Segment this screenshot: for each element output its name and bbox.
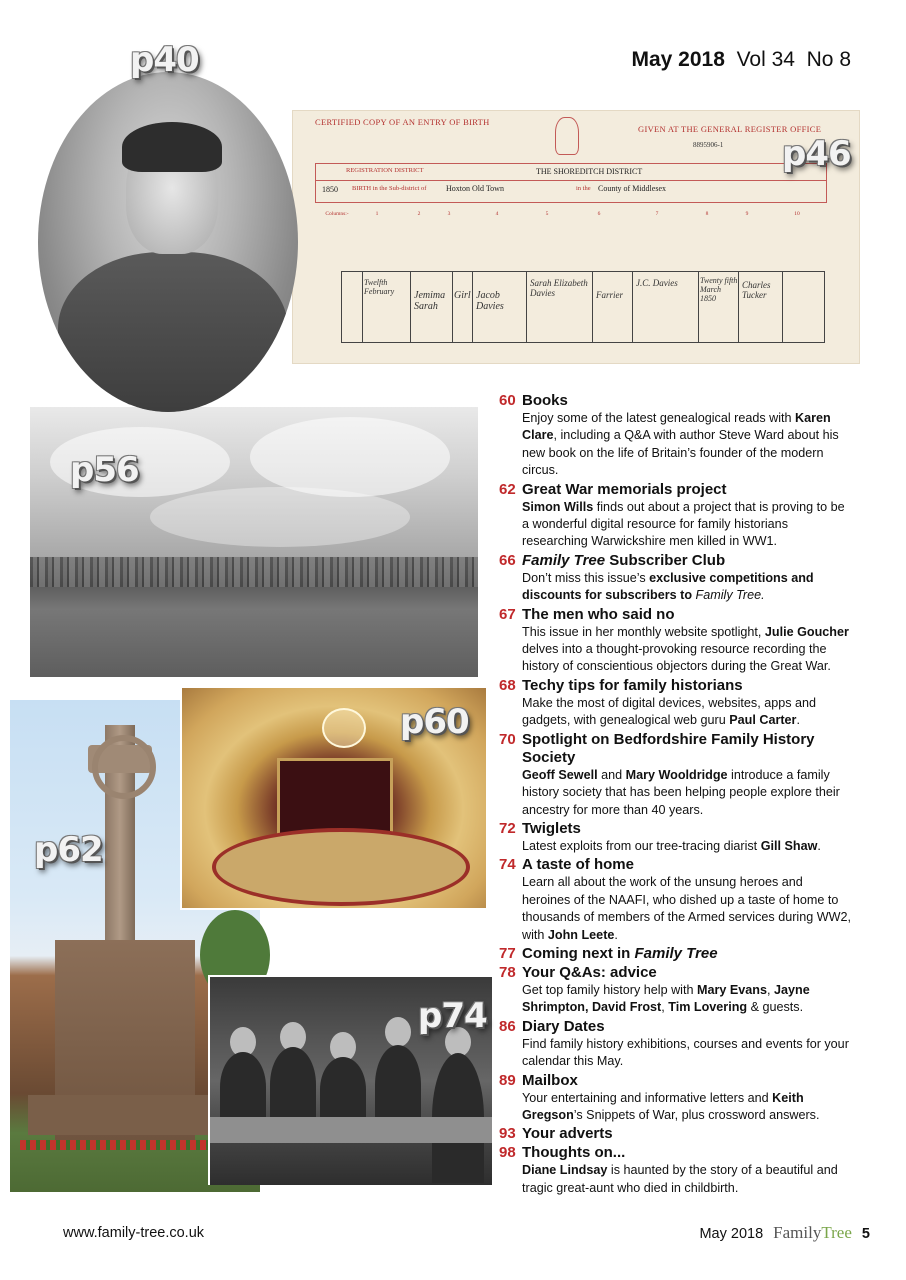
registration-district: THE SHOREDITCH DISTRICT: [536, 167, 643, 176]
contents-page-number: 86: [499, 1017, 516, 1035]
contents-entry-description: Get top family history help with Mary Evans, Jayne Shrimpton, David Frost, Tim Lovering & guests.: [522, 982, 810, 1015]
page-label-p40: p40: [130, 40, 199, 80]
contents-page-number: 93: [499, 1125, 516, 1143]
county: County of Middlesex: [598, 184, 666, 193]
birth-certificate-image: [292, 110, 860, 364]
contents-page-number: 68: [499, 676, 516, 694]
seaport-photo-image: [30, 407, 478, 677]
contents-entry-title: Your adverts: [522, 1125, 613, 1143]
contents-entry-description: Make the most of digital devices, websites, apps and gadgets, with genealogical web guru Paul Carter.: [522, 695, 817, 728]
family-tree-logo: FamilyTree: [773, 1223, 852, 1242]
contents-page-number: 70: [499, 730, 516, 748]
footer-month: May 2018: [699, 1226, 764, 1242]
contents-entry: [499, 677, 851, 730]
contents-entry-heading: [499, 1018, 851, 1036]
contents-entry-title: Thoughts on...: [522, 1144, 626, 1162]
issue-month: May 2018: [631, 48, 725, 71]
certificate-application-number: 8895906-1: [693, 141, 724, 149]
contents-entry-heading: [499, 677, 851, 695]
contents-entry: [499, 1144, 851, 1197]
contents-page-number: 67: [499, 605, 516, 623]
birth-subdistrict-label: BIRTH in the Sub-district of: [352, 185, 427, 192]
page-label-p56: p56: [70, 450, 139, 490]
contents-entry-title: Techy tips for family historians: [522, 676, 743, 694]
contents-entry-description: Latest exploits from our tree-tracing diarist Gill Shaw.: [522, 838, 821, 853]
contents-entry: [499, 820, 851, 855]
contents-entry-heading: [499, 392, 851, 410]
contents-page-number: 66: [499, 551, 516, 569]
contents-entry: [499, 1018, 851, 1071]
issue-volume: Vol 34: [736, 48, 795, 71]
royal-seal-icon: [555, 117, 579, 155]
contents-entry: [499, 606, 851, 676]
contents-entry-heading: [499, 964, 851, 982]
contents-entry-description: Enjoy some of the latest genealogical reads with Karen Clare, including a Q&A with author Steve Ward about his new book on the life of Britain’s founder of the modern circus.: [522, 411, 839, 478]
contents-entry-description: Simon Wills finds out about a project that is proving to be a wonderful digital resource for family historians researching Warwickshire men killed in WW1.: [522, 499, 845, 549]
certificate-given-at: GIVEN AT THE GENERAL REGISTER OFFICE: [638, 124, 822, 134]
contents-page-number: 77: [499, 944, 516, 962]
contents-entry-description: Find family history exhibitions, courses and events for your calendar this May.: [522, 1036, 849, 1069]
contents-entry-title: Twiglets: [522, 819, 581, 837]
contents-entry-description: Don’t miss this issue’s exclusive competitions and discounts for subscribers to Family Tree.: [522, 570, 814, 603]
contents-entry-description: Your entertaining and informative letters and Keith Gregson’s Snippets of War, plus crossword answers.: [522, 1090, 820, 1122]
contents-entry: [499, 481, 851, 551]
certificate-heading: CERTIFIED COPY OF AN ENTRY OF BIRTH: [315, 117, 490, 127]
contents-entry-description: Learn all about the work of the unsung heroes and heroines of the NAAFI, who dished up a taste of home to thousands of members of the Armed services during WW2, with John Leete.: [522, 875, 851, 942]
contents-entry-heading: [499, 820, 851, 838]
contents-page-number: 60: [499, 392, 516, 409]
birth-subdistrict: Hoxton Old Town: [446, 184, 504, 193]
contents-page-number: 89: [499, 1071, 516, 1089]
contents-entry: [499, 856, 851, 944]
contents-entry-description: Diane Lindsay is haunted by the story of a beautiful and tragic great-aunt who died in childbirth.: [522, 1163, 838, 1195]
contents-page-number: 72: [499, 819, 516, 837]
contents-entry-title: Mailbox: [522, 1071, 578, 1089]
contents-entry-description: Geoff Sewell and Mary Wooldridge introduce a family history society that has been helping people explore their ancestry for more than 40 years.: [522, 767, 840, 817]
contents-list: [499, 392, 851, 1198]
issue-number: No 8: [806, 48, 851, 71]
soldier-portrait-image: [38, 72, 298, 412]
certificate-year: 1850: [322, 185, 338, 194]
contents-page-number: 98: [499, 1144, 516, 1162]
page-label-p46: p46: [782, 134, 851, 174]
certificate-columns: Columns:- 1 2 3 4 5 6 7 8 9 10: [325, 211, 800, 217]
contents-entry: [499, 552, 851, 605]
certificate-entry-row: Twelfth February Jemima Sarah Girl Jacob Davies Sarah Elizabeth Davies Farrier J.C. Davies Twenty fifth March 1850 Charles Tucker: [341, 271, 825, 343]
contents-page-number: 78: [499, 963, 516, 981]
contents-entry-heading: [499, 1072, 851, 1090]
contents-entry-heading: [499, 552, 851, 570]
contents-entry: [499, 945, 851, 963]
contents-entry-title: The men who said no: [522, 605, 675, 623]
county-label: in the: [576, 185, 591, 192]
contents-entry-heading: [499, 481, 851, 499]
contents-entry: [499, 1125, 851, 1143]
certificate-registration-box: [315, 163, 827, 203]
contents-entry-title: Great War memorials project: [522, 480, 727, 498]
contents-entry-heading: [499, 606, 851, 624]
contents-entry-title: Spotlight on Bedfordshire Family History Society: [522, 730, 815, 766]
page-number: 5: [861, 1226, 870, 1242]
contents-entry-title: A taste of home: [522, 856, 634, 874]
contents-entry-title: Books: [522, 392, 568, 409]
contents-entry-title: Coming next in Family Tree: [522, 944, 718, 962]
contents-entry: [499, 731, 851, 819]
registration-district-label: REGISTRATION DISTRICT: [346, 167, 424, 174]
contents-entry-heading: [499, 856, 851, 874]
contents-page-number: 62: [499, 480, 516, 498]
page-label-p62: p62: [34, 830, 103, 870]
contents-entry-heading: [499, 1144, 851, 1162]
footer-website: www.family-tree.co.uk: [63, 1225, 205, 1241]
issue-info: [632, 48, 852, 72]
contents-entry: [499, 964, 851, 1017]
contents-entry-heading: [499, 945, 851, 963]
contents-entry: [499, 1072, 851, 1125]
contents-entry-title: Diary Dates: [522, 1017, 605, 1035]
contents-page-number: 74: [499, 856, 516, 874]
footer-issue: [699, 1223, 870, 1243]
contents-entry-heading: [499, 731, 851, 767]
page-label-p60: p60: [400, 702, 469, 742]
contents-entry-title: Family Tree Subscriber Club: [522, 551, 726, 569]
contents-entry-title: Your Q&As: advice: [522, 963, 657, 981]
contents-entry-description: This issue in her monthly website spotlight, Julie Goucher delves into a thought-provoking resource recording the history of conscientious objectors during the Great War.: [522, 624, 849, 674]
contents-entry: [499, 392, 851, 480]
page-label-p74: p74: [418, 996, 487, 1036]
contents-entry-heading: [499, 1125, 851, 1143]
